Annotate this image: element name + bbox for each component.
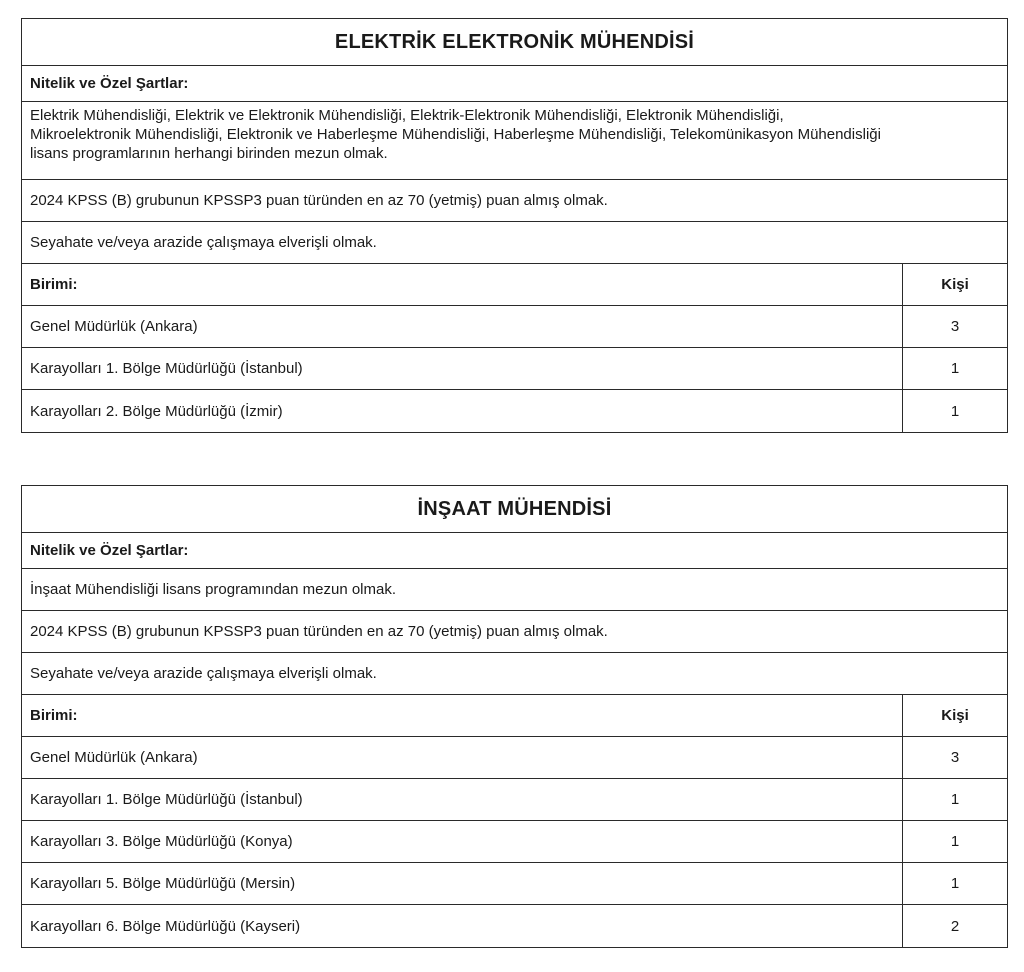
count-header: Kişi [902, 695, 1007, 736]
unit-count: 1 [902, 821, 1007, 862]
job-title: ELEKTRİK ELEKTRONİK MÜHENDİSİ [22, 19, 1007, 66]
qualifications-label: Nitelik ve Özel Şartlar: [22, 533, 1007, 569]
unit-count: 1 [902, 348, 1007, 389]
job-table-civil [21, 485, 1008, 948]
table-row [22, 905, 1007, 947]
count-header: Kişi [902, 264, 1007, 305]
kpss-requirement: 2024 KPSS (B) grubunun KPSSP3 puan türünden en az 70 (yetmiş) puan almış olmak. [22, 611, 1007, 653]
education-line: Mikroelektronik Mühendisliği, Elektronik ve Haberleşme Mühendisliği, Haberleşme Mühendisliği, Telekomünikasyon Mühendisliği [30, 126, 881, 143]
table-row [22, 737, 1007, 779]
unit-count: 1 [902, 863, 1007, 904]
unit-name: Karayolları 3. Bölge Müdürlüğü (Konya) [30, 833, 293, 850]
table-row [22, 348, 1007, 390]
travel-requirement: Seyahate ve/veya arazide çalışmaya elverişli olmak. [22, 653, 1007, 695]
units-header-row [22, 695, 1007, 737]
unit-name: Genel Müdürlük (Ankara) [30, 749, 198, 766]
unit-name: Karayolları 1. Bölge Müdürlüğü (İstanbul) [30, 791, 303, 808]
unit-header: Birimi: [30, 276, 78, 293]
education-requirement: İnşaat Mühendisliği lisans programından mezun olmak. [22, 569, 1007, 611]
job-table-electrical [21, 18, 1008, 433]
table-row [22, 390, 1007, 432]
qualifications-label: Nitelik ve Özel Şartlar: [22, 66, 1007, 102]
unit-name: Genel Müdürlük (Ankara) [30, 318, 198, 335]
unit-name: Karayolları 6. Bölge Müdürlüğü (Kayseri) [30, 917, 301, 935]
job-title: İNŞAAT MÜHENDİSİ [22, 486, 1007, 533]
unit-count: 3 [902, 306, 1007, 347]
education-line: Elektrik Mühendisliği, Elektrik ve Elektronik Mühendisliği, Elektrik-Elektronik Mühendisliği, Elektronik Mühendisliği, [30, 107, 784, 124]
table-row [22, 821, 1007, 863]
education-line: lisans programlarının herhangi birinden mezun olmak. [30, 145, 388, 162]
unit-name: Karayolları 1. Bölge Müdürlüğü (İstanbul) [30, 360, 303, 377]
travel-requirement: Seyahate ve/veya arazide çalışmaya elverişli olmak. [22, 222, 1007, 264]
unit-count: 3 [902, 737, 1007, 778]
unit-name: Karayolları 5. Bölge Müdürlüğü (Mersin) [30, 875, 296, 892]
table-row [22, 863, 1007, 905]
table-row [22, 779, 1007, 821]
unit-header: Birimi: [30, 707, 78, 724]
units-header-row [22, 264, 1007, 306]
unit-count: 1 [902, 390, 1007, 432]
kpss-requirement: 2024 KPSS (B) grubunun KPSSP3 puan türünden en az 70 (yetmiş) puan almış olmak. [22, 180, 1007, 222]
unit-count: 2 [902, 905, 1007, 947]
unit-count: 1 [902, 779, 1007, 820]
education-requirement [22, 102, 1007, 180]
unit-name: Karayolları 2. Bölge Müdürlüğü (İzmir) [30, 402, 283, 420]
table-row [22, 306, 1007, 348]
